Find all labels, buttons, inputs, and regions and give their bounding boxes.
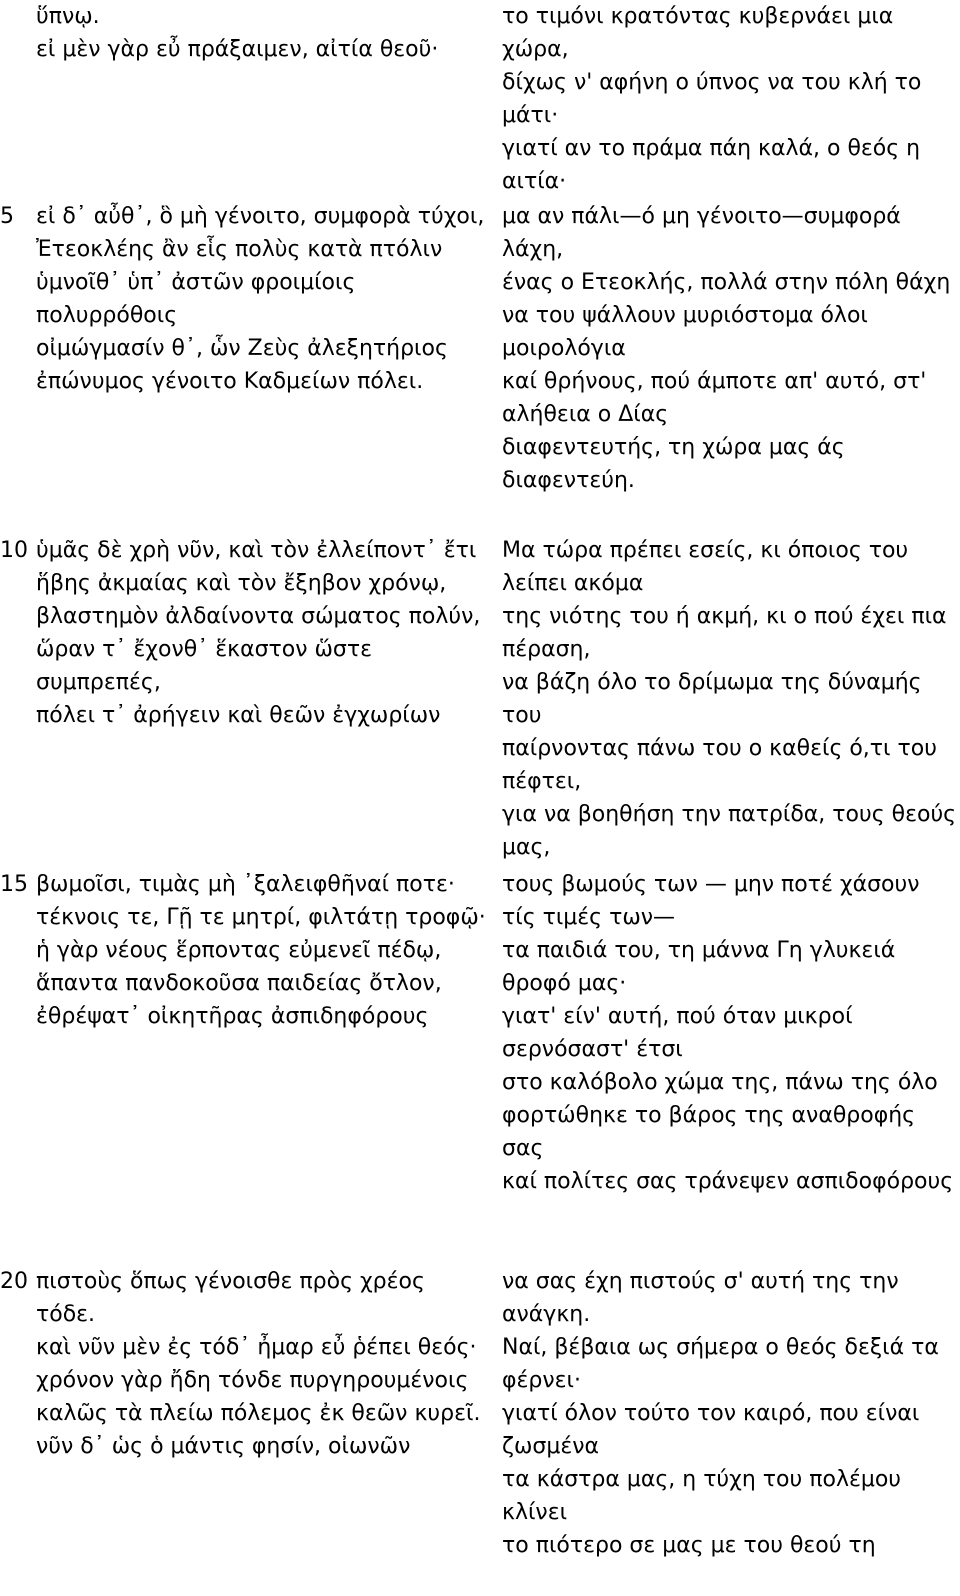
modern-line: μα αν πάλι—ό μη γένοιτο—συμφορά λάχη, <box>502 204 901 262</box>
ancient-greek-column <box>36 0 486 66</box>
greek-line: ἐπώνυμος γένοιτο Καδμείων πόλει. <box>36 369 424 394</box>
greek-line: εἰ δ᾽ αὖθ᾽, ὃ μὴ γένοιτο, συμφορὰ τύχοι, <box>36 204 485 229</box>
modern-line: Μα τώρα πρέπει εσείς, κι όποιος του λείπει ακόμα <box>502 538 909 596</box>
modern-line: να σας έχη πιστούς σ' αυτή της την ανάγκη. <box>502 1269 899 1327</box>
greek-line: ἡ γὰρ νέους ἕρποντας εὐμενεῖ πέδῳ, <box>36 938 442 963</box>
line-number: 10 <box>0 538 28 563</box>
greek-line: χρόνον γὰρ ἤδη τόνδε πυργηρουμένοις <box>36 1368 469 1393</box>
modern-line: στο καλόβολο χώμα της, πάνω της όλο <box>502 1070 938 1095</box>
greek-line: ὕπνῳ. <box>36 4 100 29</box>
modern-line: να βάζη όλο το δρίμωμα της δύναμής του <box>502 670 922 728</box>
greek-line: καὶ νῦν μὲν ἐς τόδ᾽ ἦμαρ εὖ ῥέπει θεός· <box>36 1335 477 1360</box>
greek-line: εἰ μὲν γὰρ εὖ πράξαιμεν, αἰτία θεοῦ· <box>36 37 439 62</box>
modern-line: φορτώθηκε το βάρος της αναθροφής σας <box>502 1103 916 1161</box>
modern-line: τα παιδιά του, τη μάννα Γη γλυκειά θροφό μας· <box>502 938 896 996</box>
modern-line: Ναί, βέβαια ως σήμερα ο θεός δεξιά τα φέρνει· <box>502 1335 939 1393</box>
modern-greek-column <box>502 0 958 198</box>
greek-line: ὑμᾶς δὲ χρὴ νῦν, καὶ τὸν ἐλλείποντ᾽ ἔτι <box>36 538 477 563</box>
greek-line: καλῶς τὰ πλείω πόλεμος ἐκ θεῶν κυρεῖ. <box>36 1401 481 1426</box>
modern-line: γιατί όλον τούτο τον καιρό, που είναι ζωσμένα <box>502 1401 920 1459</box>
ancient-greek-column <box>36 868 486 1033</box>
modern-line: τους βωμούς των — μην ποτέ χάσουν τίς τιμές των— <box>502 872 920 930</box>
greek-line: νῦν δ᾽ ὡς ὁ μάντις φησίν, οἰωνῶν <box>36 1434 411 1459</box>
modern-line: γιατί αν το πράμα πάη καλά, ο θεός η αιτία· <box>502 136 921 194</box>
greek-line: βωμοῖσι, τιμὰς μὴ ᾿ξαλειφθῆναί ποτε· <box>36 872 455 897</box>
greek-line: ἥβης ἀκμαίας καὶ τὸν ἔξηβον χρόνῳ, <box>36 571 447 596</box>
ancient-greek-column <box>36 534 486 732</box>
greek-line: πόλει τ᾽ ἀρήγειν καὶ θεῶν ἐγχωρίων <box>36 703 441 728</box>
modern-line: το πιότερο σε μας με του θεού τη <box>502 1533 876 1558</box>
greek-line: ὥραν τ᾽ ἔχονθ᾽ ἕκαστον ὥστε συμπρεπές, <box>36 637 373 695</box>
greek-line: βλαστημὸν ἀλδαίνοντα σώματος πολύν, <box>36 604 481 629</box>
modern-greek-column <box>502 200 958 497</box>
greek-line: ἅπαντα πανδοκοῦσα παιδείας ὄτλον, <box>36 971 442 996</box>
modern-line: γιατ' είν' αυτή, πού όταν μικροί σερνόσαστ' έτσι <box>502 1004 853 1062</box>
modern-line: τα κάστρα μας, η τύχη του πολέμου κλίνει <box>502 1467 902 1525</box>
modern-line: δίχως ν' αφήνη ο ύπνος να του κλή το μάτι· <box>502 70 922 128</box>
modern-line: για να βοηθήση την πατρίδα, τους θεούς μας, <box>502 802 957 860</box>
modern-greek-column <box>502 868 958 1198</box>
modern-greek-column <box>502 1265 958 1562</box>
modern-line: το τιμόνι κρατόντας κυβερνάει μια χώρα, <box>502 4 894 62</box>
modern-line: να του ψάλλουν μυριόστομα όλοι μοιρολόγια <box>502 303 868 361</box>
modern-line: της νιότης του ή ακμή, κι ο πού έχει πια πέραση, <box>502 604 947 662</box>
greek-line: πιστοὺς ὅπως γένοισθε πρὸς χρέος τόδε. <box>36 1269 425 1327</box>
line-number: 20 <box>0 1269 28 1294</box>
modern-line: παίρνοντας πάνω του ο καθείς ό,τι του πέφτει, <box>502 736 937 794</box>
greek-line: τέκνοις τε, Γῇ τε μητρί, φιλτάτῃ τροφῷ· <box>36 905 486 930</box>
line-number: 5 <box>0 204 14 229</box>
modern-line: καί θρήνους, πού άμποτε απ' αυτό, στ' αλήθεια ο Δίας <box>502 369 927 427</box>
greek-line: οἰμώγμασίν θ᾽, ὧν Ζεὺς ἀλεξητήριος <box>36 336 448 361</box>
modern-greek-column <box>502 534 958 864</box>
modern-line: καί πολίτες σας τράνεψεν ασπιδοφόρους <box>502 1169 954 1194</box>
modern-line: ένας ο Ετεοκλής, πολλά στην πόλη θάχη <box>502 270 951 295</box>
greek-line: ὑμνοῖθ᾽ ὑπ᾽ ἀστῶν φροιμίοις πολυρρόθοις <box>36 270 356 328</box>
greek-line: Ἐτεοκλέης ἂν εἷς πολὺς κατὰ πτόλιν <box>36 237 443 262</box>
ancient-greek-column <box>36 1265 486 1463</box>
modern-line: διαφεντευτής, τη χώρα μας άς διαφεντεύη. <box>502 435 845 493</box>
greek-line: ἐθρέψατ᾽ οἰκητῆρας ἀσπιδηφόρους <box>36 1004 429 1029</box>
ancient-greek-column <box>36 200 486 398</box>
line-number: 15 <box>0 872 28 897</box>
